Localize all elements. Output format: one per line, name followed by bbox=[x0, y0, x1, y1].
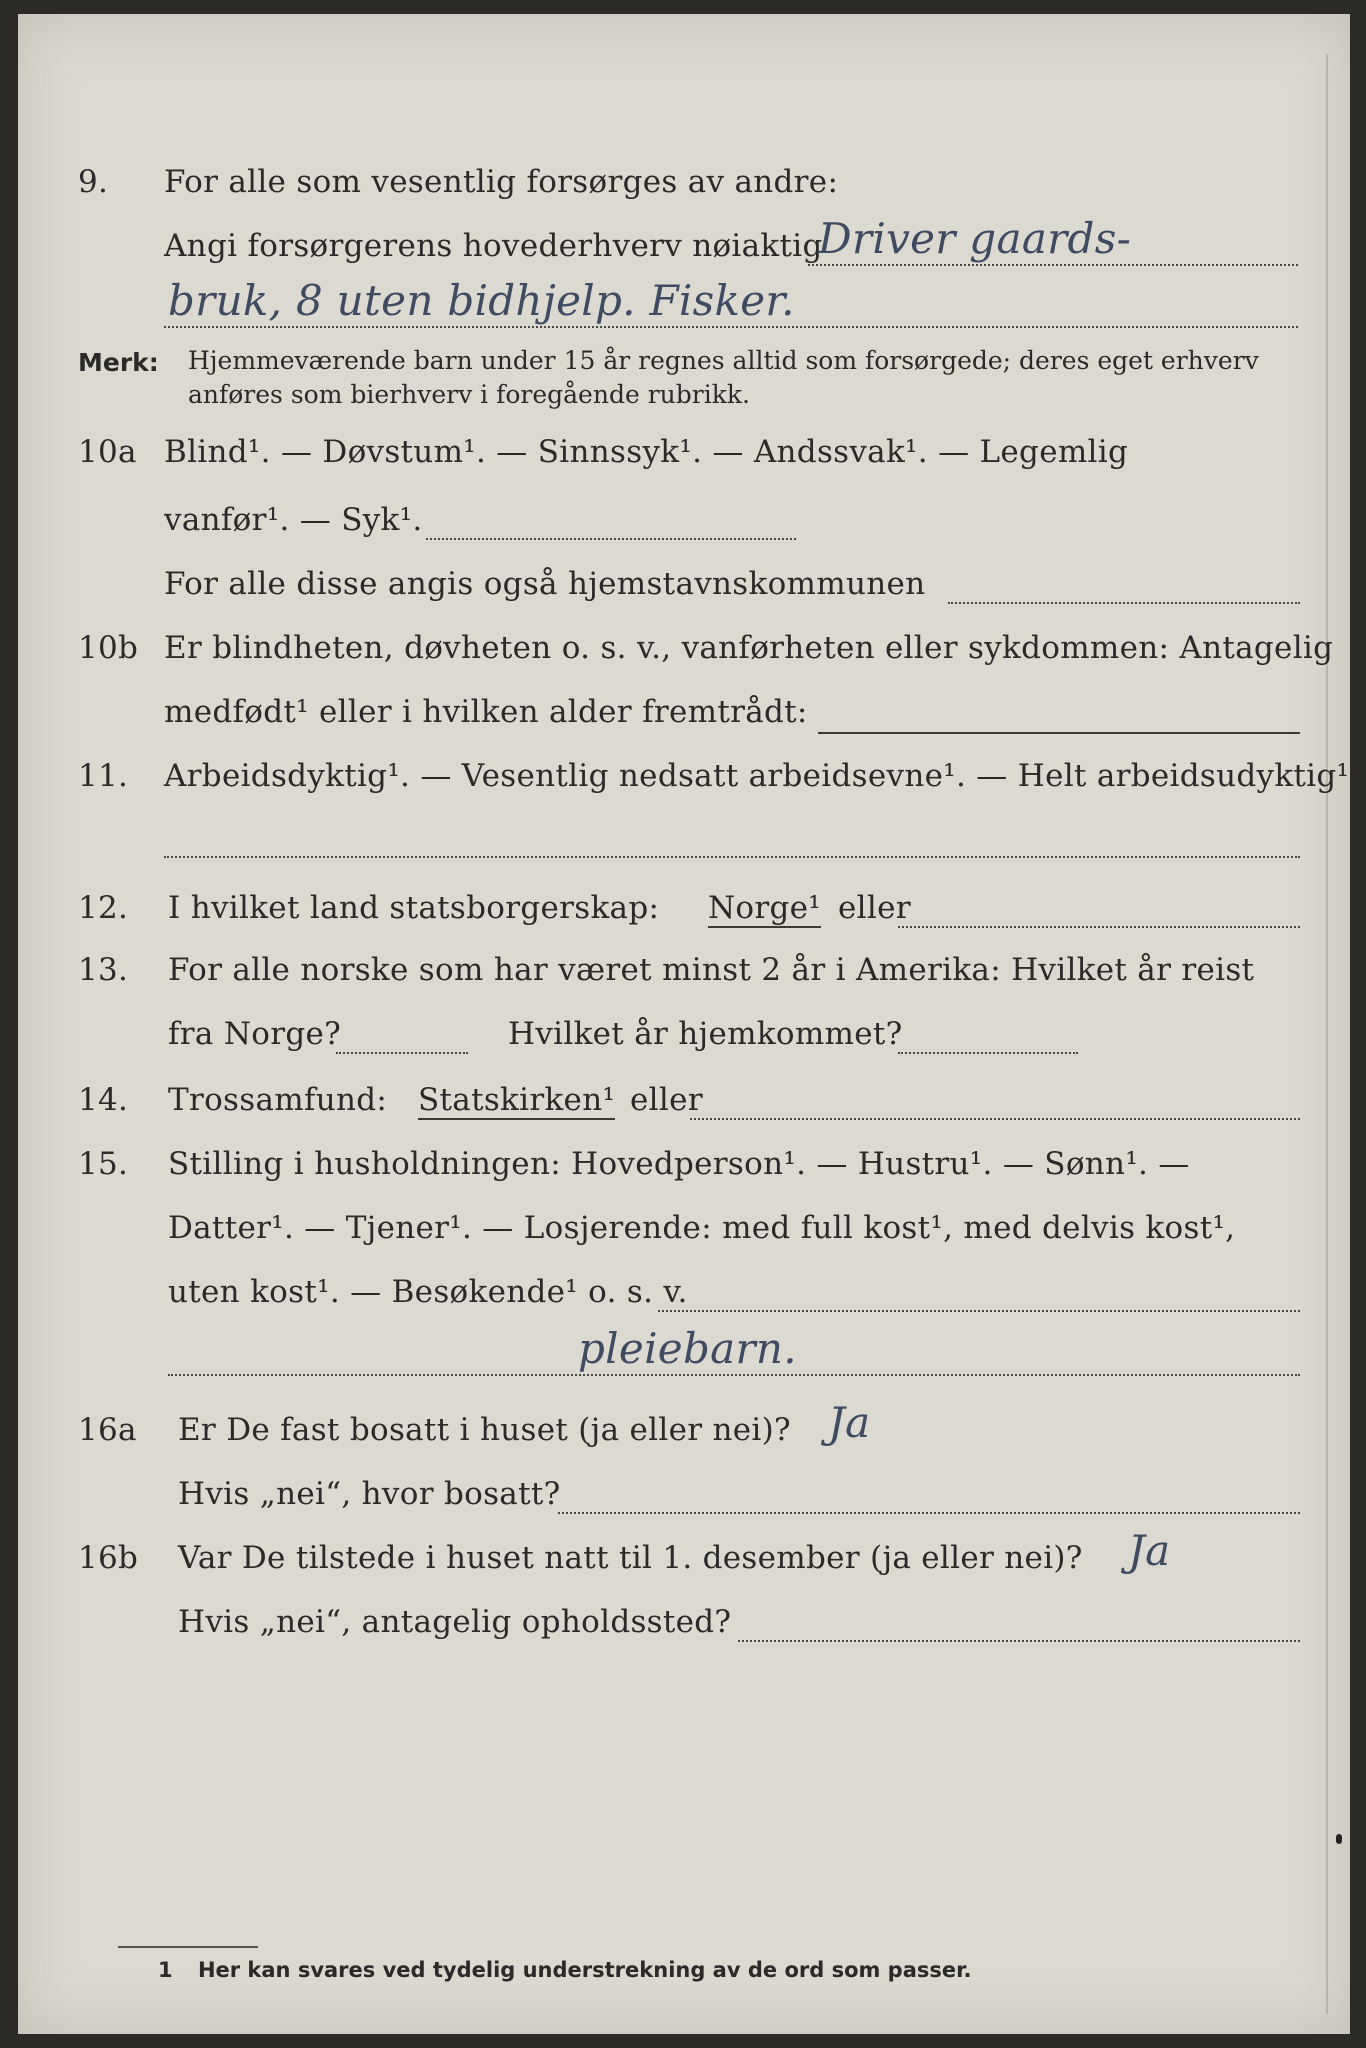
question-number: 14. bbox=[78, 1082, 129, 1118]
question-text: For alle norske som har været minst 2 år i Amerika: Hvilket år reist bbox=[168, 952, 1255, 988]
question-15-line-3 bbox=[18, 1266, 1350, 1322]
question-14 bbox=[18, 1074, 1350, 1130]
answer-line bbox=[336, 1052, 468, 1054]
question-text: Hvis „nei“, antagelig opholdssted? bbox=[178, 1604, 732, 1640]
census-form-page bbox=[18, 14, 1360, 2034]
ink-mark bbox=[1336, 1834, 1342, 1844]
handwritten-answer: pleiebarn. bbox=[578, 1324, 797, 1373]
footnote-rule bbox=[118, 1946, 258, 1948]
question-16b bbox=[18, 1526, 1350, 1588]
question-text: Er De fast bosatt i huset (ja eller nei)? bbox=[178, 1412, 791, 1448]
question-text: vanfør¹. — Syk¹. bbox=[164, 502, 423, 538]
footnote-mark: 1 bbox=[158, 1958, 173, 1982]
question-16a bbox=[18, 1398, 1350, 1460]
question-text: Er blindheten, døvheten o. s. v., vanførheten eller sykdommen: Antagelig bbox=[164, 630, 1334, 666]
question-text: uten kost¹. — Besøkende¹ o. s. v. bbox=[168, 1274, 688, 1310]
question-13 bbox=[18, 944, 1350, 1000]
question-10a-line-2 bbox=[18, 494, 1350, 550]
question-15-line-2 bbox=[18, 1202, 1350, 1258]
question-number: 10b bbox=[78, 630, 139, 666]
question-number: 9. bbox=[78, 164, 109, 200]
question-text: Stilling i husholdningen: Hovedperson¹. — Hustru¹. — Sønn¹. — bbox=[168, 1146, 1190, 1182]
answer-line bbox=[558, 1512, 1300, 1514]
answer-line bbox=[690, 1118, 1300, 1120]
answer-line bbox=[164, 856, 1300, 858]
question-10b-line-2 bbox=[18, 686, 1350, 742]
question-text: Hvilket år hjemkommet? bbox=[508, 1016, 903, 1052]
question-text: Trossamfund: bbox=[168, 1082, 388, 1118]
question-10a bbox=[18, 426, 1350, 482]
question-number: 16b bbox=[78, 1540, 139, 1576]
question-text: For alle som vesentlig forsørges av andre: bbox=[164, 164, 839, 200]
footnote bbox=[158, 1958, 971, 1982]
merk-label: Merk: bbox=[78, 348, 159, 377]
question-text: Blind¹. — Døvstum¹. — Sinnssyk¹. — Andssvak¹. — Legemlig bbox=[164, 434, 1129, 470]
question-text: I hvilket land statsborgerskap: bbox=[168, 890, 660, 926]
question-16b-line-2 bbox=[18, 1596, 1350, 1652]
question-15-line-4 bbox=[18, 1324, 1350, 1386]
footnote-text: Her kan svares ved tydelig understrekning av de ord som passer. bbox=[197, 1958, 972, 1982]
underlined-choice: Norge¹ bbox=[708, 890, 822, 926]
question-number: 12. bbox=[78, 890, 129, 926]
underlined-choice: Statskirken¹ bbox=[418, 1082, 616, 1118]
question-text: For alle disse angis også hjemstavnskommunen bbox=[164, 566, 926, 602]
handwritten-answer: bruk, 8 uten bidhjelp. Fisker. bbox=[168, 276, 795, 325]
answer-line bbox=[808, 264, 1298, 266]
question-text: eller bbox=[630, 1082, 703, 1118]
answer-line bbox=[164, 326, 1298, 328]
question-number: 10a bbox=[78, 434, 137, 470]
question-9 bbox=[18, 156, 1350, 212]
question-12 bbox=[18, 882, 1350, 938]
question-15 bbox=[18, 1138, 1350, 1194]
question-10b bbox=[18, 622, 1350, 678]
merk-note-line-1: Hjemmeværende barn under 15 år regnes alltid som forsørgede; deres eget erhverv bbox=[188, 346, 1259, 375]
handwritten-answer: Driver gaards- bbox=[818, 214, 1132, 263]
question-number: 16a bbox=[78, 1412, 137, 1448]
answer-line bbox=[426, 538, 796, 540]
question-text: Hvis „nei“, hvor bosatt? bbox=[178, 1476, 561, 1512]
answer-line bbox=[818, 732, 1300, 734]
handwritten-answer: Ja bbox=[828, 1398, 871, 1447]
question-11 bbox=[18, 750, 1360, 806]
question-10a-line-3 bbox=[18, 558, 1350, 614]
answer-line bbox=[898, 926, 1300, 928]
question-text: eller bbox=[838, 890, 911, 926]
answer-line bbox=[658, 1310, 1300, 1312]
answer-line bbox=[898, 1052, 1078, 1054]
answer-line bbox=[948, 602, 1300, 604]
question-9-line-2 bbox=[18, 214, 1350, 276]
question-text: Arbeidsdyktig¹. — Vesentlig nedsatt arbeidsevne¹. — Helt arbeidsudyktig¹. bbox=[164, 758, 1360, 794]
question-number: 15. bbox=[78, 1146, 129, 1182]
question-text: fra Norge? bbox=[168, 1016, 342, 1052]
question-number: 11. bbox=[78, 758, 129, 794]
question-text: Datter¹. — Tjener¹. — Losjerende: med full kost¹, med delvis kost¹, bbox=[168, 1210, 1236, 1246]
question-16a-line-2 bbox=[18, 1468, 1350, 1524]
question-13-line-2 bbox=[18, 1008, 1350, 1064]
handwritten-answer: Ja bbox=[1128, 1526, 1171, 1575]
question-11-line-2 bbox=[18, 812, 1350, 868]
question-number: 13. bbox=[78, 952, 129, 988]
question-text: Var De tilstede i huset natt til 1. desember (ja eller nei)? bbox=[178, 1540, 1083, 1576]
answer-line bbox=[168, 1374, 1300, 1376]
question-text: Angi forsørgerens hovederhverv nøiaktig bbox=[164, 228, 823, 264]
question-text: medfødt¹ eller i hvilken alder fremtrådt: bbox=[164, 694, 808, 730]
question-9-line-3 bbox=[18, 276, 1350, 338]
answer-line bbox=[738, 1640, 1300, 1642]
merk-note-line-2: anføres som bierhverv i foregående rubrikk. bbox=[188, 380, 750, 409]
